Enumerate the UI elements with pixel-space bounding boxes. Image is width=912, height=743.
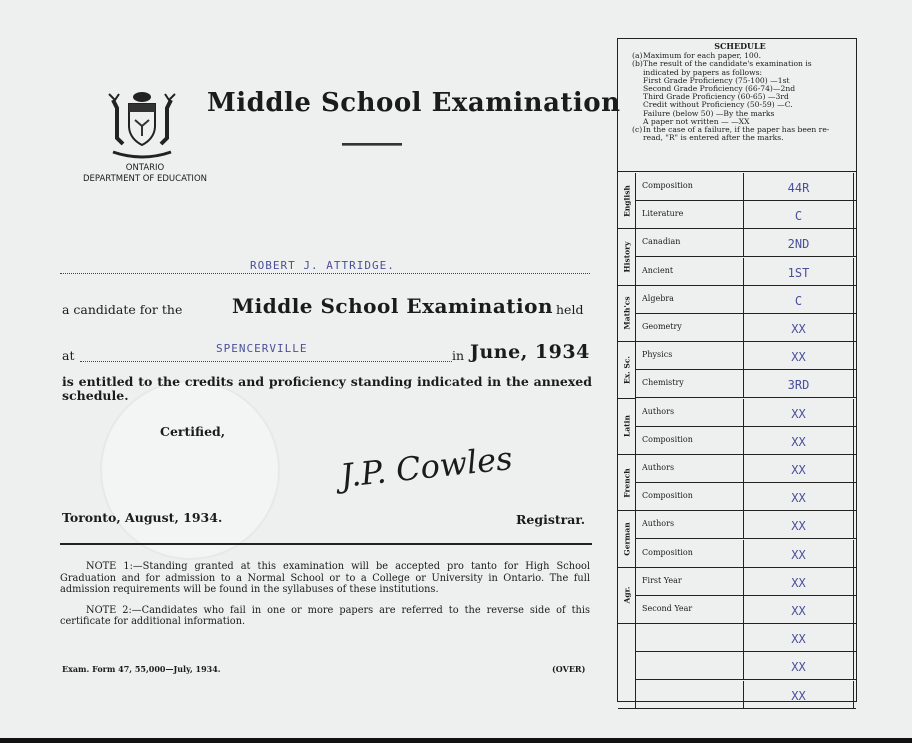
subject-grade: 1ST (744, 258, 854, 285)
subject-grade: C (744, 201, 854, 228)
subject-group (618, 455, 636, 511)
issue-place-date: Toronto, August, 1934. (62, 510, 223, 525)
notes-section (60, 561, 590, 637)
legend-text: Failure (below 50) —By the marks (643, 108, 775, 118)
ontario-coat-of-arms-icon (103, 90, 181, 162)
subject-name: First Year (636, 568, 744, 595)
subject-name: Composition (636, 483, 744, 510)
subject-group (618, 399, 636, 455)
subject-group (618, 624, 636, 709)
subject-grade: 2ND (744, 229, 854, 256)
subject-grade: XX (744, 483, 854, 510)
subject-group (618, 173, 636, 229)
subject-group-label: Math'cs (622, 296, 631, 331)
certified-label: Certified, (160, 424, 226, 439)
subject-group-label: English (622, 184, 631, 217)
schedule-row (636, 568, 856, 596)
subject-name (636, 681, 744, 708)
schedule-row (636, 314, 856, 342)
note-1: NOTE 1:—Standing granted at this examination will be accepted pro tanto for High School Graduation and for admission to a Normal School or to a College or University in Ontario. The full admission requirements will be found in the syllabuses of these institutions. (60, 561, 590, 595)
subject-grade: XX (744, 511, 854, 538)
schedule-row (636, 201, 856, 229)
subject-grade: XX (744, 568, 854, 595)
exam-name: Middle School Examination (232, 294, 553, 318)
notes-divider (60, 543, 592, 545)
schedule-row (636, 286, 856, 314)
schedule-row (636, 258, 856, 286)
schedule-row (636, 540, 856, 568)
legend-marker (632, 77, 643, 85)
note-2: NOTE 2:—Candidates who fail in one or more papers are referred to the reverse side of this certificate for additional information. (60, 604, 590, 627)
subject-name (636, 652, 744, 679)
schedule-table (617, 38, 857, 702)
subject-name: Composition (636, 427, 744, 454)
registrar-label: Registrar. (516, 512, 586, 527)
subject-group (618, 286, 636, 342)
legend-text: Third Grade Proficiency (60-65) —3rd (643, 92, 789, 102)
subject-name: Composition (636, 540, 744, 567)
subject-name: Literature (636, 201, 744, 228)
form-number: Exam. Form 47, 55,000—July, 1934. (62, 664, 221, 674)
subject-grade: C (744, 286, 854, 313)
subject-grade: XX (744, 427, 854, 454)
subject-group-label: Ex. Sc. (622, 355, 631, 384)
subject-name: Geometry (636, 314, 744, 341)
candidate-for-label: a candidate for the (62, 302, 183, 317)
department-name: DEPARTMENT OF EDUCATION (82, 174, 207, 184)
subject-name: Authors (636, 511, 744, 538)
subject-name: Algebra (636, 286, 744, 313)
subject-group (618, 511, 636, 567)
subject-grade: XX (744, 455, 854, 482)
document-title: Middle School Examination (207, 88, 621, 118)
subject-group-label: Agr. (622, 587, 631, 604)
location-line (80, 342, 452, 362)
legend-text: Second Grade Proficiency (66-74)—2nd (643, 84, 796, 94)
schedule-row (636, 455, 856, 483)
subject-grade: 3RD (744, 370, 854, 397)
registrar-signature: J.P. Cowles (338, 439, 515, 495)
department-label (60, 163, 230, 185)
province-label: ONTARIO (125, 163, 165, 173)
subject-name: Chemistry (636, 370, 744, 397)
legend-text: The result of the candidate's examination is indicated by papers as follows: (643, 59, 812, 77)
subject-group (618, 568, 636, 624)
schedule-heading: SCHEDULE (714, 41, 766, 51)
subject-group-label: Latin (622, 415, 631, 438)
name-line (60, 258, 590, 274)
subject-grade: XX (744, 681, 854, 708)
schedule-row (636, 342, 856, 370)
in-label: in (452, 348, 465, 363)
subject-group (618, 229, 636, 285)
subject-name: Physics (636, 342, 744, 369)
exam-location: SPENCERVILLE (216, 342, 308, 355)
subject-name: Authors (636, 399, 744, 426)
subject-group (618, 342, 636, 398)
legend-marker (632, 110, 643, 118)
schedule-row (636, 229, 856, 257)
subject-grade: XX (744, 624, 854, 651)
subject-group-label: German (622, 522, 631, 556)
subject-grade: XX (744, 399, 854, 426)
subject-group-label: French (622, 467, 631, 498)
schedule-row (636, 596, 856, 624)
legend-marker (632, 101, 643, 109)
subject-name: Ancient (636, 258, 744, 285)
subject-grade: XX (744, 596, 854, 623)
subject-grade: XX (744, 540, 854, 567)
subject-name (636, 624, 744, 651)
legend-text: Maximum for each paper, 100. (643, 51, 761, 61)
over-label: (OVER) (552, 664, 586, 674)
legend-marker: (a) (632, 51, 643, 61)
embossed-seal (100, 380, 280, 560)
at-label: at (62, 348, 75, 363)
subject-group-label: History (622, 241, 631, 273)
schedule-legend-item (632, 60, 848, 76)
schedule-row (636, 370, 856, 398)
subject-name: Authors (636, 455, 744, 482)
entitlement-statement: is entitled to the credits and proficiency standing indicated in the annexed schedule. (62, 374, 592, 403)
held-label: held (556, 302, 584, 317)
legend-text: A paper not written — —XX (643, 116, 750, 126)
exam-date: June, 1934 (470, 341, 590, 363)
schedule-row (636, 483, 856, 511)
subject-grade: XX (744, 314, 854, 341)
legend-marker (632, 85, 643, 93)
schedule-row (636, 173, 856, 201)
legend-marker: (c) (632, 125, 643, 135)
legend-text: Credit without Proficiency (50-59) —C. (643, 100, 793, 110)
schedule-row (636, 681, 856, 709)
subject-name: Composition (636, 173, 744, 200)
schedule-row (636, 399, 856, 427)
schedule-row (636, 511, 856, 539)
schedule-row (636, 427, 856, 455)
legend-text: In the case of a failure, if the paper has been re-read, "R" is entered after the marks. (643, 125, 830, 143)
legend-marker: (b) (632, 59, 643, 69)
legend-text: First Grade Proficiency (75-100) —1st (643, 75, 790, 85)
candidate-name: ROBERT J. ATTRIDGE. (250, 259, 395, 272)
schedule-legend-item (632, 126, 848, 142)
schedule-legend (618, 39, 856, 172)
schedule-row (636, 624, 856, 652)
subject-name: Second Year (636, 596, 744, 623)
subject-name: Canadian (636, 229, 744, 256)
title-divider (342, 143, 402, 146)
legend-marker (632, 93, 643, 101)
subject-grade: XX (744, 342, 854, 369)
subject-grade: XX (744, 652, 854, 679)
schedule-row (636, 652, 856, 680)
subject-grade: 44R (744, 173, 854, 200)
